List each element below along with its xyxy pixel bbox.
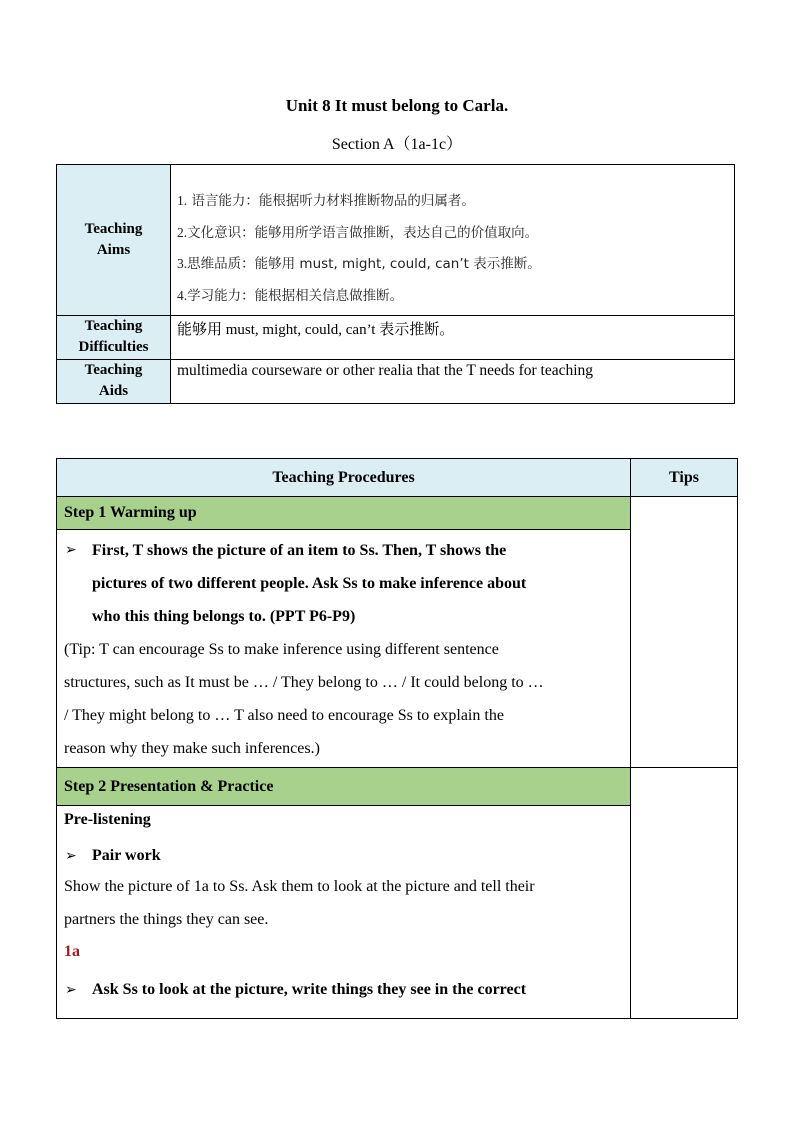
step1-title: Step 1 Warming up xyxy=(57,497,631,530)
step1-bullet: ➢ First, T shows the picture of an item to Ss. Then, T shows the pictures of two different people. Ask Ss to make inference about who this thing belongs to. (PPT P6-P9) xyxy=(64,534,626,633)
step1-tips-cell xyxy=(631,497,738,768)
difficulties-value: 能够用 must, might, could, can’t 表示推断。 xyxy=(171,316,735,360)
section-subtitle: Section A（1a-1c） xyxy=(331,136,463,153)
step2-tips-cell xyxy=(631,768,738,1019)
step2-body xyxy=(57,806,631,1019)
procedures-header: Teaching Procedures xyxy=(57,459,631,497)
aids-value: multimedia courseware or other realia that the T needs for teaching xyxy=(171,360,735,404)
pair-work-bullet: ➢ Pair work xyxy=(64,842,626,870)
aims-label xyxy=(57,165,171,316)
difficulties-label: Teaching Difficulties xyxy=(57,316,171,360)
aims-list xyxy=(171,165,735,316)
aim-item: 4.学习能力：能根据相关信息做推断。 xyxy=(177,287,404,304)
aim-item: 3.思维品质：能够用 must, might, could, can’t 表示推断。 xyxy=(177,256,541,272)
aims-label-line-1: Teaching xyxy=(84,221,143,237)
step1-title-row xyxy=(57,497,738,530)
aims-row xyxy=(57,165,735,316)
tips-header: Tips xyxy=(631,459,738,497)
step1-body xyxy=(57,530,631,768)
pair-work-text: Show the picture of 1a to Ss. Ask them to look at the picture and tell their partners the things they can see. xyxy=(64,878,535,928)
page-title: Unit 8 It must belong to Carla. xyxy=(285,96,509,115)
activity-1a-label: 1a xyxy=(64,943,80,960)
info-table xyxy=(56,164,735,404)
aims-label-line-2: Aims xyxy=(96,242,131,258)
arrow-bullet-icon: ➢ xyxy=(65,982,77,998)
step2-title: Step 2 Presentation & Practice xyxy=(57,768,631,806)
procedures-table xyxy=(56,458,738,1019)
step2-title-row xyxy=(57,768,738,806)
pre-listening-label: Pre-listening xyxy=(64,811,151,828)
step2-last-bullet: ➢ Ask Ss to look at the picture, write things they see in the correct xyxy=(64,976,626,1004)
aids-label: Teaching Aids xyxy=(57,360,171,404)
arrow-bullet-icon: ➢ xyxy=(65,542,77,558)
procedures-header-row xyxy=(57,459,738,497)
aids-row xyxy=(57,360,735,404)
step1-tip: (Tip: T can encourage Ss to make inference using different sentence structures, such as It must be … / They belong to … / It could belong to … / They might belong to … T also need to encourage Ss to explain the reason why they make such inferences.) xyxy=(64,641,544,757)
aim-item: 1. 语言能力：能根据听力材料推断物品的归属者。 xyxy=(177,193,475,209)
arrow-bullet-icon: ➢ xyxy=(65,848,77,864)
difficulties-row xyxy=(57,316,735,360)
aim-item: 2.文化意识：能够用所学语言做推断，表达自己的价值取向。 xyxy=(177,224,539,241)
